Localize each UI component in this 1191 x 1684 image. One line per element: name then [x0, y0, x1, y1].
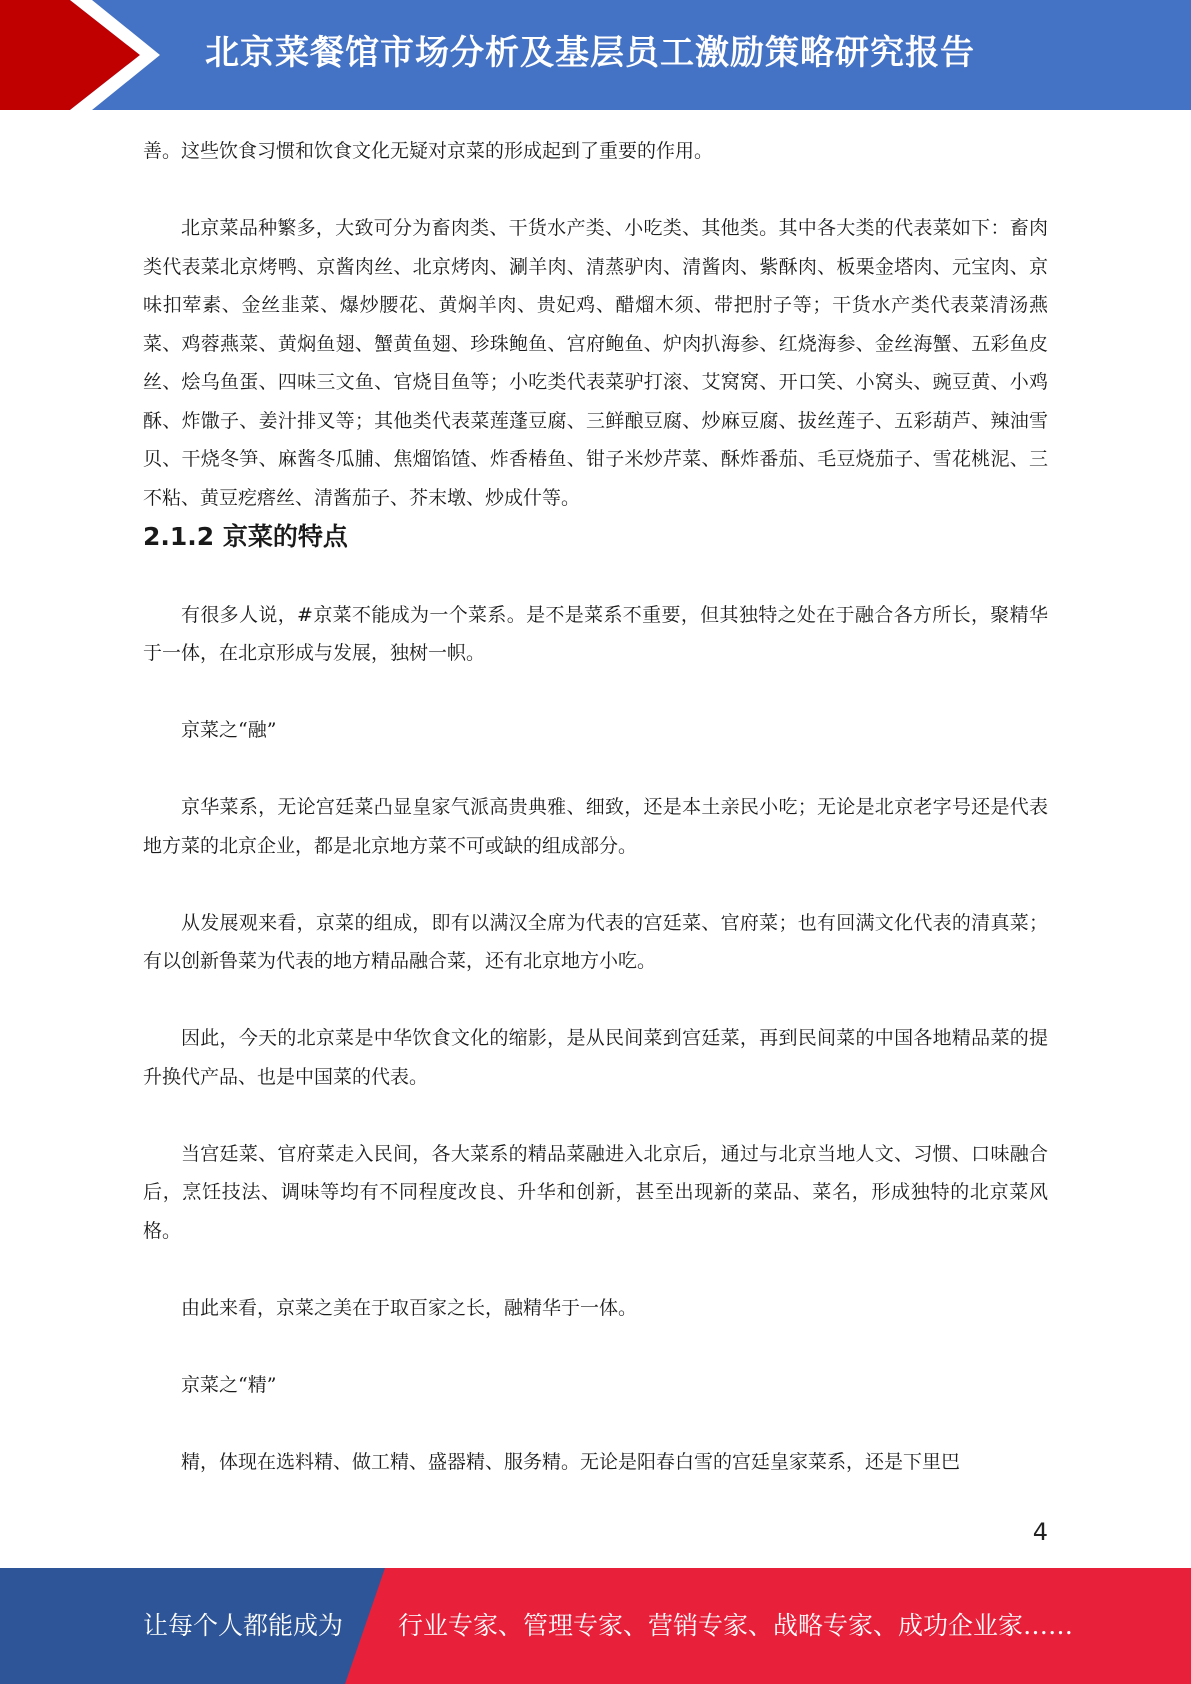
paragraph: 善。这些饮食习惯和饮食文化无疑对京菜的形成起到了重要的作用。 — [143, 140, 714, 162]
paragraph: 京华菜系，无论宫廷菜凸显皇家气派高贵典雅、细致，还是本土亲民小吃；无论是北京老字号还是代表地方菜的北京企业，都是北京地方菜不可或缺的组成部分。 — [143, 796, 1048, 857]
paragraph: 由此来看，京菜之美在于取百家之长，融精华于一体。 — [181, 1296, 638, 1319]
report-title: 北京菜餐馆市场分析及基层员工激励策略研究报告 — [205, 33, 975, 73]
paragraph: 北京菜品种繁多，大致可分为畜肉类、干货水产类、小吃类、其他类。其中各大类的代表菜如下：畜肉类代表菜北京烤鸭、京酱肉丝、北京烤肉、涮羊肉、清蒸驴肉、清酱肉、紫酥肉、板栗金塔肉、元宝肉、京味扣荤素、金丝韭菜、爆炒腰花、黄焖羊肉、贵妃鸡、醋熘木须、带把肘子等；干货水产类代表菜清汤燕菜、鸡蓉燕菜、黄焖鱼翅、蟹黄鱼翅、珍珠鲍鱼、宫府鲍鱼、炉肉扒海参、红烧海参、金丝海蟹、五彩鱼皮丝、烩乌鱼蛋、四味三文鱼、官烧目鱼等；小吃类代表菜驴打滚、艾窝窝、开口笑、小窝头、豌豆黄、小鸡酥、炸馓子、姜汁排叉等；其他类代表菜莲蓬豆腐、三鲜酿豆腐、炒麻豆腐、拔丝莲子、五彩葫芦、辣油雪贝、干烧冬笋、麻酱冬瓜脯、焦熘馅馇、炸香椿鱼、钳子米炒芹菜、酥炸番茄、毛豆烧茄子、雪花桃泥、三不粘、黄豆疙瘩丝、清酱茄子、芥末墩、炒成什等。 — [143, 217, 1048, 509]
paragraph: 京菜之“融” — [181, 719, 277, 741]
footer-slogan-right: 行业专家、管理专家、营销专家、战略专家、成功企业家…… — [398, 1611, 1074, 1640]
page-footer — [0, 1568, 1191, 1684]
document-body — [143, 132, 1048, 1481]
section-heading: 2.1.2 京菜的特点 — [143, 522, 348, 551]
paragraph: 有很多人说，#京菜不能成为一个菜系。是不是菜系不重要，但其独特之处在于融合各方所长，聚精华于一体，在北京形成与发展，独树一帜。 — [143, 603, 1048, 664]
paragraph: 精，体现在选料精、做工精、盛器精、服务精。无论是阳春白雪的宫廷皇家菜系，还是下里巴 — [181, 1450, 961, 1473]
footer-slogan-left: 让每个人都能成为 — [143, 1611, 344, 1640]
paragraph: 从发展观来看，京菜的组成，即有以满汉全席为代表的宫廷菜、官府菜；也有回满文化代表的清真菜；有以创新鲁菜为代表的地方精品融合菜，还有北京地方小吃。 — [143, 911, 1048, 972]
page-number: 4 — [1032, 1518, 1048, 1546]
paragraph: 京菜之“精” — [181, 1373, 277, 1396]
page-header — [0, 0, 1191, 110]
paragraph: 当宫廷菜、官府菜走入民间，各大菜系的精品菜融进入北京后，通过与北京当地人文、习惯、口味融合后，烹饪技法、调味等均有不同程度改良、升华和创新，甚至出现新的菜品、菜名，形成独特的北京菜风格。 — [143, 1142, 1048, 1242]
paragraph: 因此，今天的北京菜是中华饮食文化的缩影，是从民间菜到宫廷菜，再到民间菜的中国各地精品菜的提升换代产品、也是中国菜的代表。 — [143, 1027, 1048, 1088]
